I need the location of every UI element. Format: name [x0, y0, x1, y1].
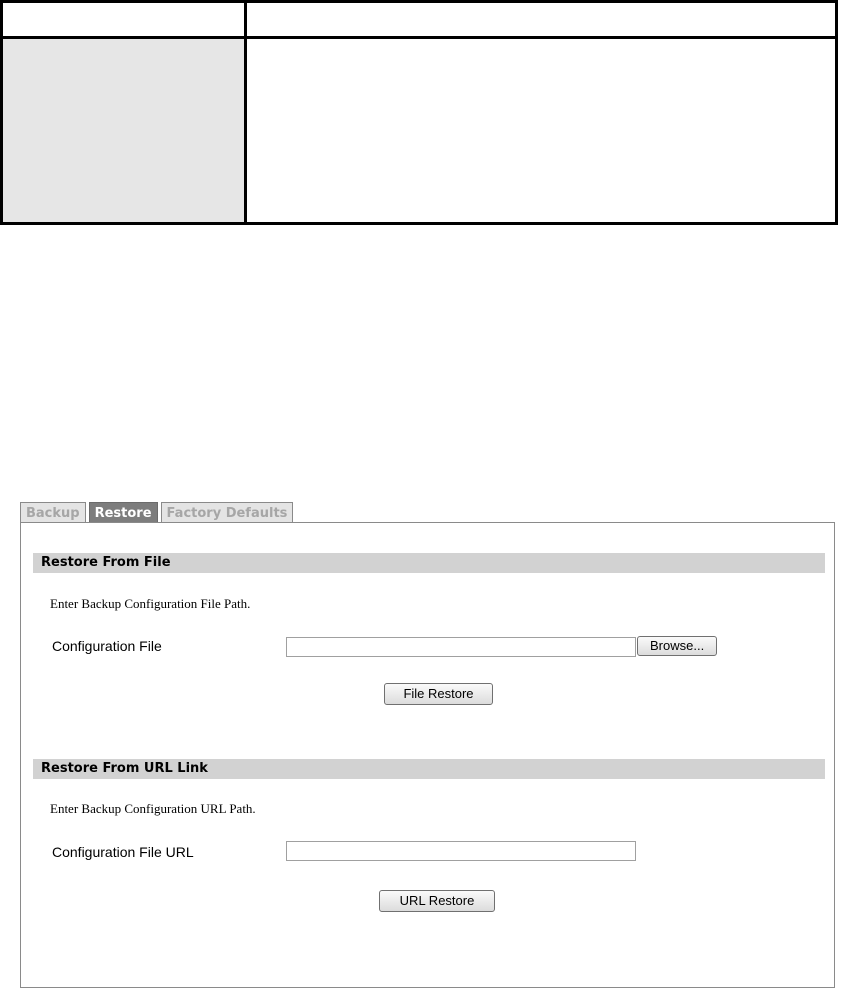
table-header-cell-right: [247, 3, 835, 36]
restore-url-instruction: Enter Backup Configuration URL Path.: [50, 801, 256, 816]
table-cell-right: [247, 39, 835, 222]
table-header-cell-left: [3, 3, 247, 36]
table-header-row: [3, 3, 835, 39]
configuration-file-url-input[interactable]: [286, 841, 636, 861]
section-header-restore-url: Restore From URL Link: [33, 759, 825, 779]
configuration-file-input[interactable]: [286, 637, 636, 657]
restore-panel: [20, 522, 835, 988]
tab-backup[interactable]: Backup: [20, 502, 86, 526]
tab-restore[interactable]: Restore: [89, 502, 158, 526]
tab-factory-defaults[interactable]: Factory Defaults: [161, 502, 294, 526]
document-table: [0, 0, 838, 225]
configuration-file-url-label: Configuration File URL: [52, 844, 194, 860]
file-restore-button[interactable]: File Restore: [384, 683, 493, 705]
table-row: [3, 39, 835, 222]
url-restore-button[interactable]: URL Restore: [379, 890, 495, 912]
browse-button[interactable]: Browse...: [637, 636, 717, 656]
table-cell-left: [3, 39, 247, 222]
restore-file-instruction: Enter Backup Configuration File Path.: [50, 596, 251, 611]
section-header-restore-file: Restore From File: [33, 553, 825, 573]
configuration-file-label: Configuration File: [52, 638, 162, 654]
